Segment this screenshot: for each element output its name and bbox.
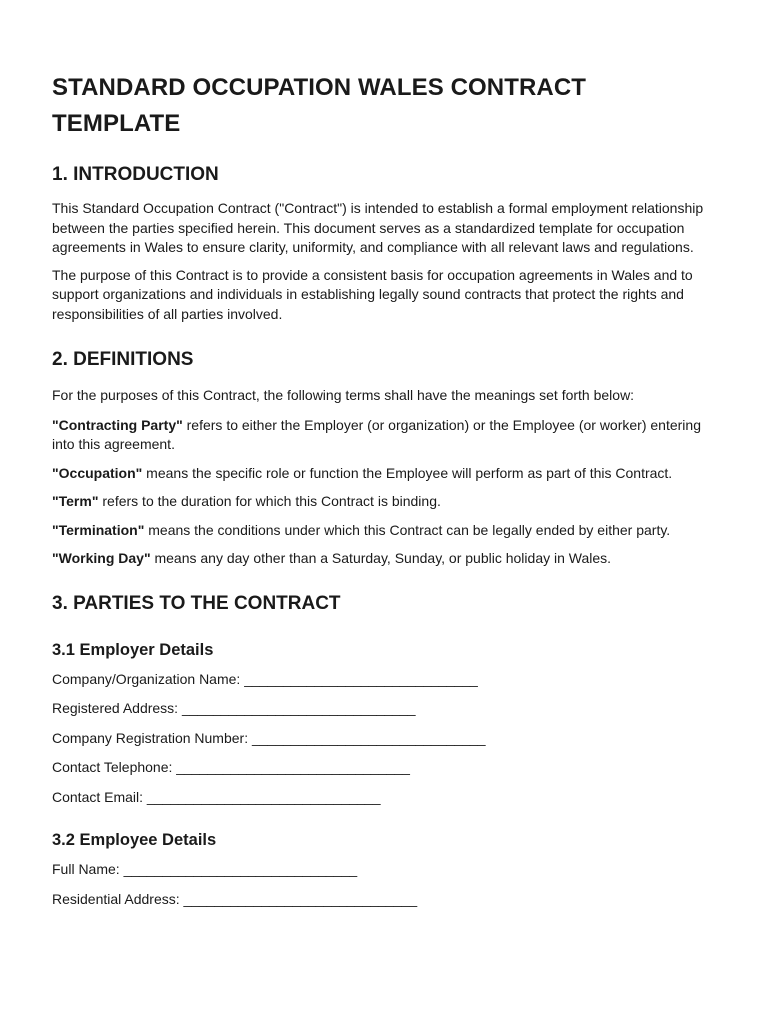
section-heading-definitions: 2. DEFINITIONS — [52, 349, 194, 370]
definition-text: refers to the duration for which this Contract is binding. — [98, 493, 441, 509]
field-residential-address[interactable]: Residential Address: ______________________________ — [52, 890, 418, 907]
definition-term: "Term" — [52, 493, 99, 509]
field-company-name[interactable]: Company/Organization Name: ______________________________ — [52, 670, 478, 687]
definition-term: "Contracting Party" — [52, 416, 183, 433]
field-contact-telephone[interactable]: Contact Telephone: ______________________________ — [52, 759, 410, 775]
intro-paragraph-2: The purpose of this Contract is to provide a consistent basis for occupation agreements in Wales and to support organizations and individuals in establishing legally sound contracts that protect the rights and responsibilities of all parties involved. — [52, 266, 693, 322]
definition-text: means any day other than a Saturday, Sunday, or public holiday in Wales. — [150, 550, 612, 566]
document-title: STANDARD OCCUPATION WALES CONTRACT TEMPLATE — [52, 74, 587, 137]
definition-text: refers to either the Employer (or organization) or the Employee (or worker) entering into this agreement. — [52, 416, 701, 452]
field-contact-email[interactable]: Contact Email: ______________________________ — [52, 788, 381, 805]
definition-text: means the conditions under which this Contract can be legally ended by either party. — [144, 521, 671, 538]
definition-occupation — [52, 464, 718, 484]
subsection-heading-employer: 3.1 Employer Details — [52, 640, 214, 659]
definition-contracting-party — [52, 416, 718, 455]
field-full-name[interactable]: Full Name: ______________________________ — [52, 861, 358, 877]
section-heading-introduction: 1. INTRODUCTION — [52, 164, 219, 185]
definition-text: means the specific role or function the Employee will perform as part of this Contract. — [142, 464, 673, 481]
intro-paragraph-1: This Standard Occupation Contract ("Contract") is intended to establish a formal employment relationship between the parties specified herein. This document serves as a standardized template for occupation agreements in Wales to ensure clarity, uniformity, and compliance with all relevant laws and regulations. — [52, 200, 704, 255]
field-company-registration-number[interactable]: Company Registration Number: ______________________________ — [52, 729, 486, 746]
subsection-heading-employee: 3.2 Employee Details — [52, 831, 217, 849]
definition-termination — [52, 521, 718, 541]
definition-term: "Termination" — [52, 521, 145, 538]
definition-term: "Working Day" — [52, 550, 151, 566]
definitions-intro: For the purposes of this Contract, the following terms shall have the meanings set forth below: — [52, 387, 635, 403]
definition-working-day — [52, 549, 718, 569]
definition-term-item — [52, 492, 718, 512]
section-heading-parties: 3. PARTIES TO THE CONTRACT — [52, 592, 341, 614]
field-registered-address[interactable]: Registered Address: ______________________________ — [52, 700, 416, 716]
definition-term: "Occupation" — [52, 464, 143, 481]
